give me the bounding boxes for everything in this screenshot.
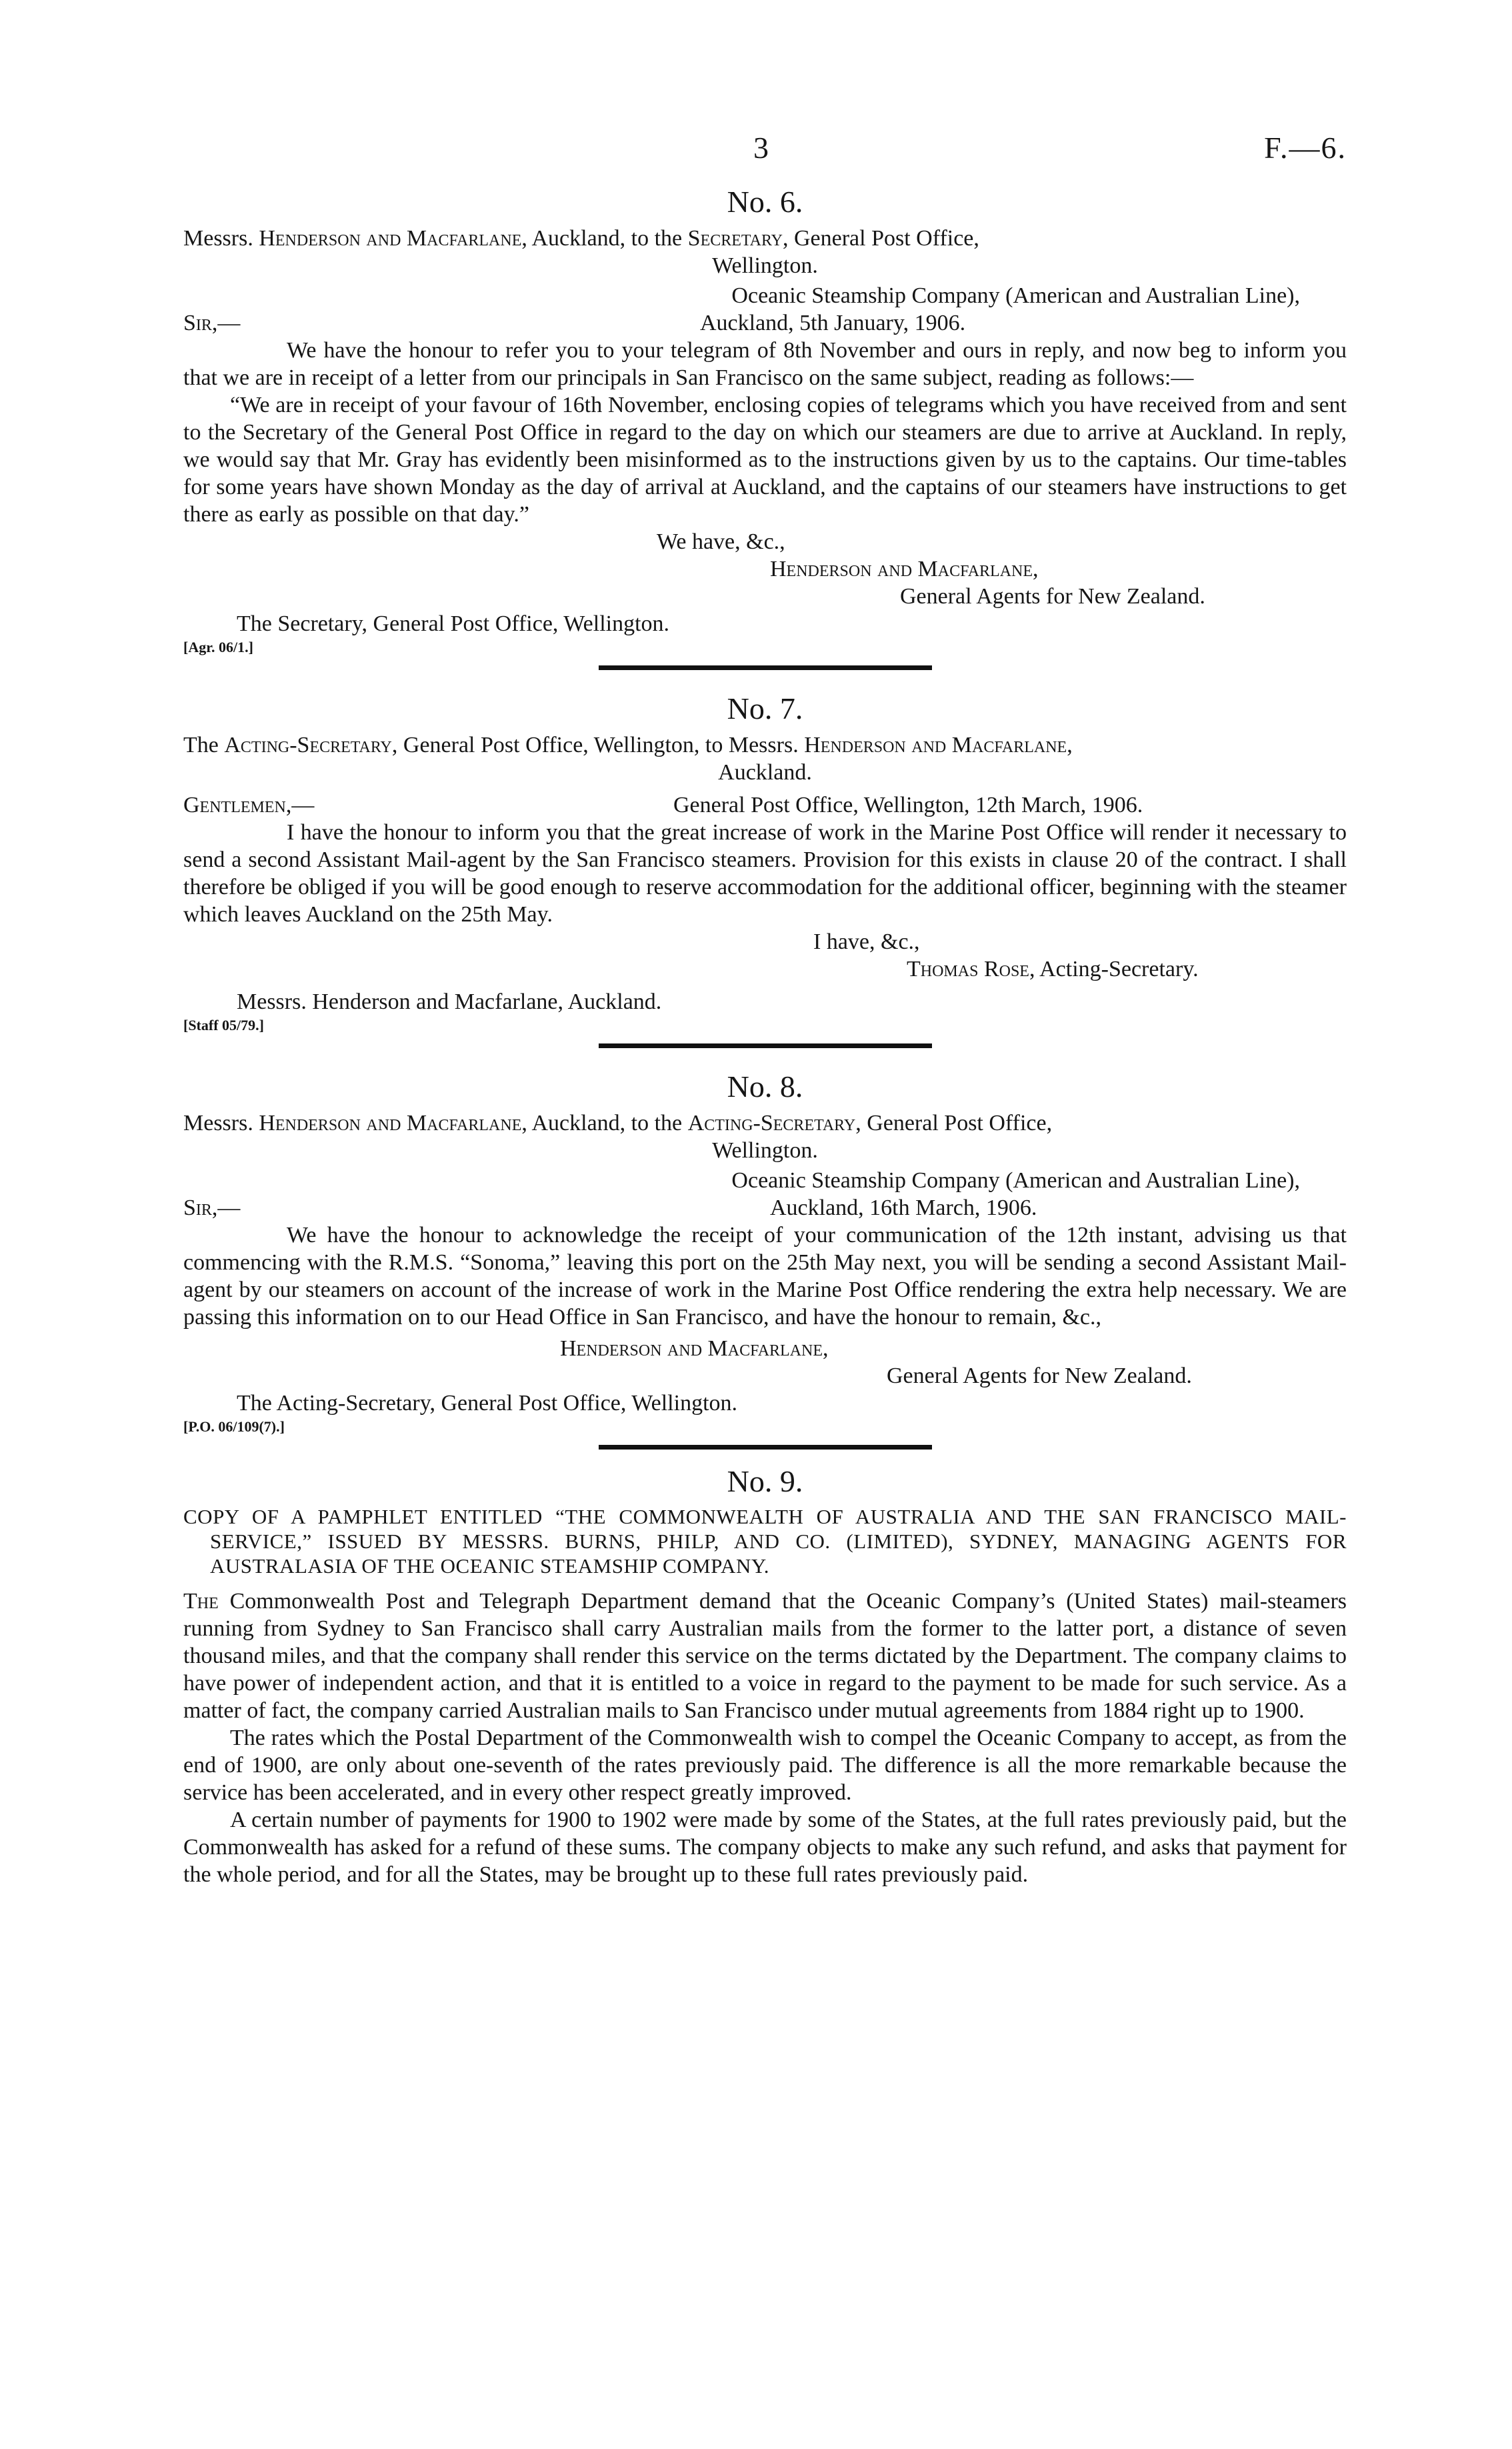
address-from: Henderson and Macfarlane: [259, 1111, 522, 1135]
address-rest: ,: [1067, 733, 1073, 757]
letter-address: [183, 731, 1347, 759]
salutation: Sir,—: [183, 311, 241, 335]
parliamentary-paper-ref: F.—6.: [1264, 131, 1347, 165]
address-city: Wellington.: [712, 253, 818, 278]
file-reference: [Staff 05/79.]: [183, 1017, 264, 1033]
document-page: [183, 130, 1347, 1888]
address-mid: , General Post Office, Wellington, to Messrs.: [391, 733, 799, 757]
page-header: [183, 130, 1347, 183]
address-to: Secretary: [687, 226, 783, 251]
signature-line: [183, 955, 1347, 983]
quoted-paragraph: “We are in receipt of your favour of 16th November, enclosing copies of telegrams which you have received from and sent to the Secretary of the General Post Office in regard to the day on which our steamers are due to arrive at Auckland. In reply, we would say that Mr. Gray has evidently been misinformed as to the instructions given by us to the captains. Our time-tables for some years have shown Monday as the day of arrival at Auckland, and the captains of our steamers have instructions to get there as early as possible on that day.”: [183, 393, 1347, 527]
pamphlet-title: COPY OF A PAMPHLET ENTITLED “THE COMMONWEALTH OF AUSTRALIA AND THE SAN FRANCISCO MAIL-SERVICE,” ISSUED BY MESSRS. BURNS, PHILP, AND CO. (LIMITED), SYDNEY, MANAGING AGENTS FOR AUSTRALASIA OF THE OCEANIC STEAMSHIP COMPANY.: [183, 1505, 1347, 1578]
place-date: General Post Office, Wellington, 12th March, 1906.: [673, 793, 1143, 817]
letter-number: No. 8.: [727, 1069, 803, 1103]
address-city: Wellington.: [712, 1138, 818, 1163]
signatory: Thomas Rose: [907, 957, 1029, 981]
recipient: The Acting-Secretary, General Post Office, Wellington.: [237, 1391, 738, 1416]
place-date: Auckland, 16th March, 1906.: [770, 1195, 1037, 1220]
salutation-row: [183, 791, 1347, 819]
file-reference: [Agr. 06/1.]: [183, 639, 253, 655]
signatory-title: General Agents for New Zealand.: [887, 1364, 1192, 1388]
letter-no-7: [183, 690, 1347, 1048]
file-reference: [P.O. 06/109(7).]: [183, 1418, 285, 1435]
letter-address: [183, 225, 1347, 252]
body-paragraph: We have the honour to acknowledge the receipt of your communication of the 12th instant, advising us that commencing with the R.M.S. “Sonoma,” leaving this port on the 25th May next, you will be sending a second Assistant Mail-agent by our steamers on account of the increase of work in the Marine Post Office rendering the extra help necessary. We are passing this information on to our Head Office in San Francisco, and have the honour to remain, &c.,: [183, 1223, 1347, 1330]
address-city: Auckland.: [718, 760, 812, 785]
address-rest: , General Post Office,: [855, 1111, 1053, 1135]
letter-address: [183, 1109, 1347, 1137]
letter-no-6: [183, 183, 1347, 670]
body-paragraph: We have the honour to refer you to your telegram of 8th November and ours in reply, and now beg to inform you that we are in receipt of a letter from our principals in San Francisco on the same subject, reading as follows:—: [183, 338, 1347, 390]
letter-number: No. 6.: [727, 185, 803, 219]
address-prefix: The: [183, 733, 219, 757]
body-paragraph: A certain number of payments for 1900 to 1902 were made by some of the States, at the full rates previously paid, but the Commonwealth has asked for a refund of these sums. The company objects to make any such refund, and asks that payment for the whole period, and for all the States, may be brought up to these full rates previously paid.: [183, 1808, 1347, 1887]
address-from: Henderson and Macfarlane: [259, 226, 522, 251]
place-date: Auckland, 5th January, 1906.: [700, 311, 966, 335]
salutation: Sir,—: [183, 1195, 241, 1220]
address-from: Acting-Secretary: [224, 733, 392, 757]
first-word: The: [183, 1589, 219, 1614]
address-rest: , General Post Office,: [783, 226, 979, 251]
document-number: No. 9.: [727, 1464, 803, 1498]
address-to: Acting-Secretary: [687, 1111, 856, 1135]
salutation-row: [183, 1194, 1347, 1221]
section-divider: [599, 1445, 932, 1450]
signatory-title: , Acting-Secretary.: [1029, 957, 1199, 981]
document-no-9: [183, 1463, 1347, 1888]
signatory: Henderson and Macfarlane,: [770, 557, 1039, 581]
letterhead: Oceanic Steamship Company (American and Australian Line),: [731, 283, 1300, 308]
address-mid: , Auckland, to the: [521, 1111, 683, 1135]
body-paragraph: I have the honour to inform you that the great increase of work in the Marine Post Office will render it necessary to send a second Assistant Mail-agent by the San Francisco steamers. Provision for this exists in clause 20 of the contract. I shall therefore be obliged if you will be good enough to reserve accommodation for the additional officer, beginning with the steamer which leaves Auckland on the 25th May.: [183, 820, 1347, 927]
section-divider: [599, 1043, 932, 1048]
address-prefix: Messrs.: [183, 226, 253, 251]
salutation: Gentlemen,—: [183, 793, 315, 817]
recipient: Messrs. Henderson and Macfarlane, Auckland.: [237, 989, 662, 1014]
section-divider: [599, 665, 932, 670]
address-to: Henderson and Macfarlane: [804, 733, 1067, 757]
recipient: The Secretary, General Post Office, Wellington.: [237, 611, 670, 636]
address-mid: , Auckland, to the: [521, 226, 683, 251]
address-prefix: Messrs.: [183, 1111, 253, 1135]
letter-number: No. 7.: [727, 691, 803, 725]
closing: I have, &c.,: [813, 929, 920, 954]
paragraph-text: Commonwealth Post and Telegraph Department demand that the Oceanic Company’s (United States) mail-steamers running from Sydney to San Francisco shall carry Australian mails from the former to the latter port, a distance of seven thousand miles, and that the company shall render this service on the terms dictated by the Department. The company claims to have power of independent action, and that it is entitled to a voice in regard to the payment to be made for such service. As a matter of fact, the company carried Australian mails to San Francisco under mutual agreements from 1884 right up to 1900.: [183, 1589, 1347, 1723]
salutation-row: [183, 309, 1347, 337]
closing: We have, &c.,: [657, 529, 785, 554]
signatory: Henderson and Macfarlane,: [560, 1336, 829, 1361]
letter-no-8: [183, 1068, 1347, 1450]
body-paragraph: [183, 1588, 1347, 1724]
letterhead: Oceanic Steamship Company (American and Australian Line),: [731, 1168, 1300, 1193]
signatory-title: General Agents for New Zealand.: [900, 584, 1205, 609]
page-number: 3: [753, 131, 769, 165]
body-paragraph: The rates which the Postal Department of the Commonwealth wish to compel the Oceanic Company to accept, as from the end of 1900, are only about one-seventh of the rates previously paid. The difference is all the more remarkable because the service has been accelerated, and in every other respect greatly improved.: [183, 1726, 1347, 1805]
